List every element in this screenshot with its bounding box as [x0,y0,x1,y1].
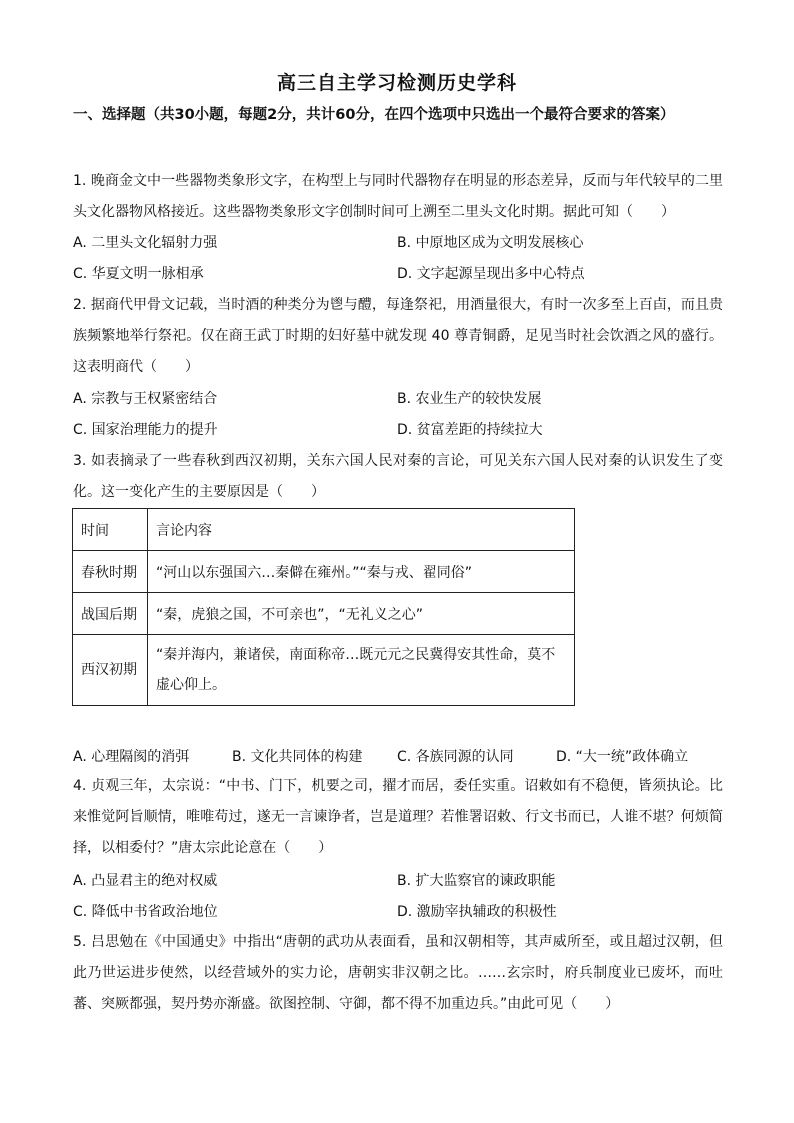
question-4-stem: 4. 贞观三年，太宗说：“中书、门下，机要之司，擢才而居，委任实重。诏敕如有不稳便，皆须执论。比来惟觉阿旨顺情，唯唯苟过，遂无一言谏诤者，岂是道理？若惟署诏敕、行文书而已，人谁不堪？何烦简择，以相委付？”唐太宗此论意在（ ） [73,778,723,856]
question-2-option-c: C. 国家治理能力的提升 [73,422,218,438]
question-1-option-c: C. 华夏文明一脉相承 [73,266,204,282]
question-3-option-a: A. 心理隔阂的消弭 [73,749,190,765]
table-cell-quote: “秦并海内，兼诸侯，南面称帝…既元元之民冀得安其性命，莫不虚心仰上。 [148,635,575,706]
question-3-option-b: B. 文化共同体的构建 [232,749,363,765]
table-row [73,635,575,706]
table-cell-quote: “秦，虎狼之国，不可亲也”，“无礼义之心” [148,593,575,635]
table-header-row [73,509,575,551]
question-1-option-d: D. 文字起源呈现出多中心特点 [397,266,585,282]
question-3-option-c: C. 各族同源的认同 [397,749,514,765]
page-title: 高三自主学习检测历史学科 [276,72,517,94]
question-4-option-a: A. 凸显君主的绝对权威 [73,873,218,889]
table-cell-quote: “河山以东强国六…秦僻在雍州。”“秦与戎、翟同俗” [148,551,575,593]
table-header-time: 时间 [73,509,148,551]
section-heading: 一、选择题（共30小题，每题2分，共计60分，在四个选项中只选出一个最符合要求的答案） [73,107,675,123]
table-cell-period: 春秋时期 [73,551,148,593]
question-2-option-d: D. 贫富差距的持续拉大 [397,422,543,438]
table-row [73,551,575,593]
question-1-stem: 1. 晚商金文中一些器物类象形文字，在构型上与同时代器物存在明显的形态差异，反而与年代较早的二里头文化器物风格接近。这些器物类象形文字创制时间可上溯至二里头文化时期。据此可知（ ） [73,173,723,220]
question-3-option-d: D. “大一统”政体确立 [556,749,689,765]
table-cell-period: 西汉初期 [73,635,148,706]
question-5-stem: 5. 吕思勉在《中国通史》中指出“唐朝的武功从表面看，虽和汉朝相等，其声威所至，或且超过汉朝，但此乃世运进步使然，以经营域外的实力论，唐朝实非汉朝之比。……玄宗时，府兵制度业已废坏，而吐蕃、突厥都强，契丹势亦渐盛。欲图控制、守御，都不得不加重边兵。”由此可见（ ） [73,934,723,1012]
table-header-content: 言论内容 [148,509,575,551]
question-1-option-a: A. 二里头文化辐射力强 [73,235,218,251]
question-1-option-b: B. 中原地区成为文明发展核心 [397,235,584,251]
question-4-option-d: D. 激励宰执辅政的积极性 [397,904,557,920]
table-row [73,593,575,635]
question-2-option-b: B. 农业生产的较快发展 [397,391,542,407]
question-2-option-a: A. 宗教与王权紧密结合 [73,391,218,407]
question-3-table [72,508,575,706]
question-4-option-b: B. 扩大监察官的谏政职能 [397,873,556,889]
question-2-stem: 2. 据商代甲骨文记载，当时酒的种类分为鬯与醴，每逢祭祀，用酒量很大，有时一次多至上百卣，而且贵族频繁地举行祭祀。仅在商王武丁时期的妇好墓中就发现 40 尊青铜爵，足见当时社会饮酒之风的盛行。这表明商代（ ） [73,297,723,375]
question-4-option-c: C. 降低中书省政治地位 [73,904,218,920]
table-cell-period: 战国后期 [73,593,148,635]
question-3-stem: 3. 如表摘录了一些春秋到西汉初期，关东六国人民对秦的言论，可见关东六国人民对秦的认识发生了变化。这一变化产生的主要原因是（ ） [73,453,723,500]
